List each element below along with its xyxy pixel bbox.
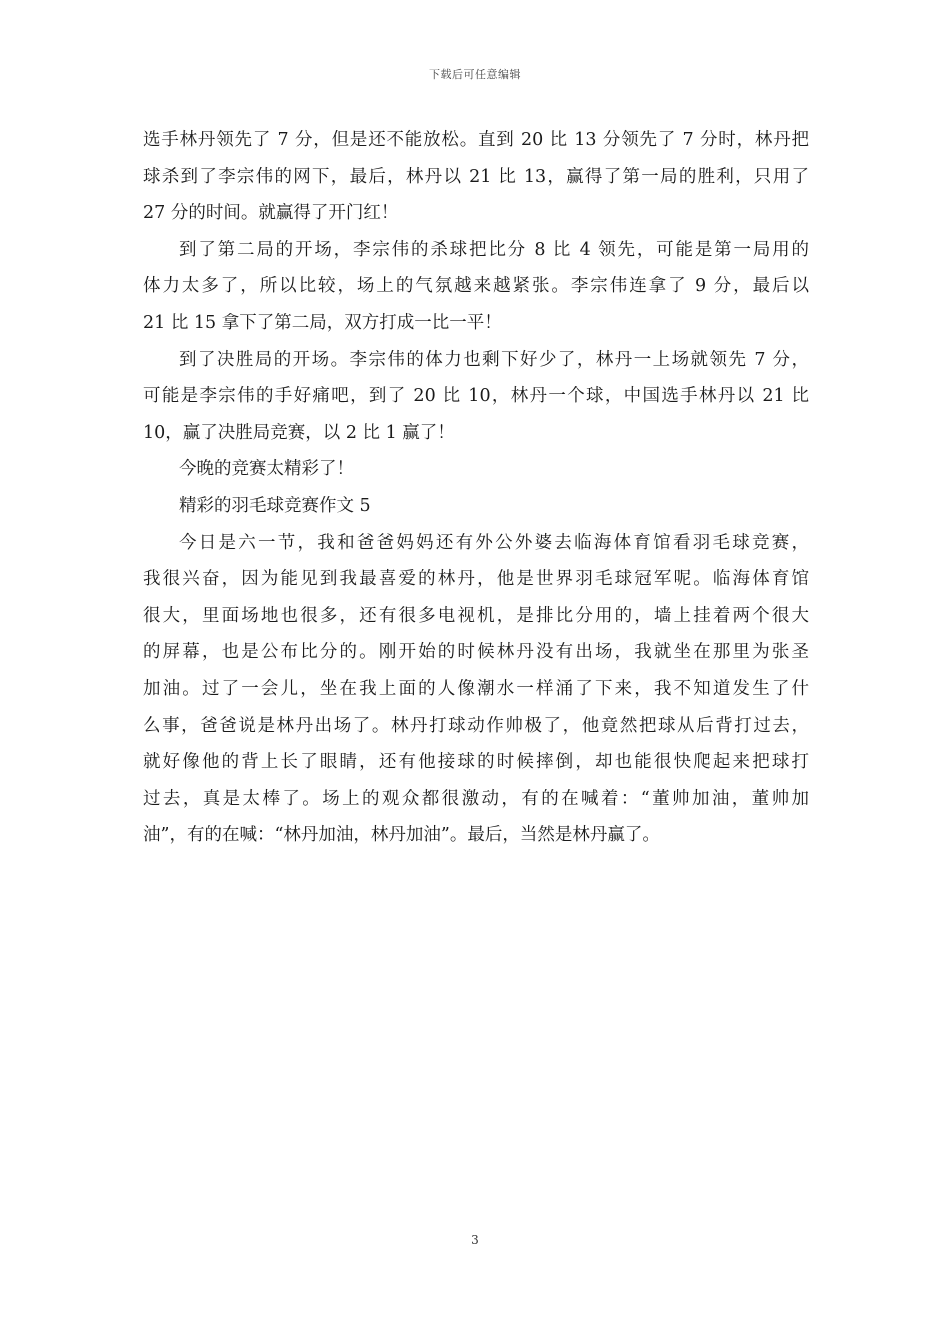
page-number: 3 xyxy=(471,1233,479,1247)
text-line: 21 比 15 拿下了第二局，双方打成一比一平！ xyxy=(143,312,502,333)
text-line: 的屏幕，也是公布比分的。刚开始的时候林丹没有出场，我就坐在那里为张圣 xyxy=(143,642,809,663)
text-line: 可能是李宗伟的手好痛吧，到了 20 比 10，林丹一个球，中国选手林丹以 21 比 xyxy=(143,386,809,407)
text-line: 我很兴奋，因为能见到我最喜爱的林丹，他是世界羽毛球冠军呢。临海体育馆 xyxy=(143,569,809,590)
text-line: 27 分的时间。就赢得了开门红！ xyxy=(143,203,399,224)
text-line: 油”，有的在喊：“林丹加油，林丹加油”。最后，当然是林丹赢了。 xyxy=(143,825,660,846)
page-header: 下载后可任意编辑 xyxy=(429,68,521,81)
text-line: 么事，爸爸说是林丹出场了。林丹打球动作帅极了，他竟然把球从后背打过去， xyxy=(143,715,809,736)
text-line: 球杀到了李宗伟的网下，最后，林丹以 21 比 13，赢得了第一局的胜利，只用了 xyxy=(143,166,809,187)
text-line: 精彩的羽毛球竞赛作文 5 xyxy=(179,495,371,516)
text-line: 10，赢了决胜局竞赛，以 2 比 1 赢了！ xyxy=(143,422,455,443)
text-line: 体力太多了，所以比较，场上的气氛越来越紧张。李宗伟连拿了 9 分，最后以 xyxy=(143,276,809,297)
text-line: 加油。过了一会儿，坐在我上面的人像潮水一样涌了下来，我不知道发生了什 xyxy=(143,678,809,699)
text-line: 今日是六一节，我和爸爸妈妈还有外公外婆去临海体育馆看羽毛球竞赛， xyxy=(179,532,809,553)
text-line: 选手林丹领先了 7 分，但是还不能放松。直到 20 比 13 分领先了 7 分时，林丹把 xyxy=(143,130,809,150)
text-line: 今晚的竞赛太精彩了！ xyxy=(179,459,354,480)
document-body xyxy=(143,122,809,854)
text-line: 到了第二局的开场，李宗伟的杀球把比分 8 比 4 领先，可能是第一局用的 xyxy=(179,239,809,260)
text-line: 到了决胜局的开场。李宗伟的体力也剩下好少了，林丹一上场就领先 7 分， xyxy=(179,349,809,370)
text-line: 很大，里面场地也很多，还有很多电视机，是排比分用的，墙上挂着两个很大 xyxy=(143,605,809,626)
text-line: 就好像他的背上长了眼睛，还有他接球的时候摔倒，却也能很快爬起来把球打 xyxy=(143,752,809,773)
text-line: 过去，真是太棒了。场上的观众都很激动，有的在喊着：“董帅加油，董帅加 xyxy=(143,788,809,809)
